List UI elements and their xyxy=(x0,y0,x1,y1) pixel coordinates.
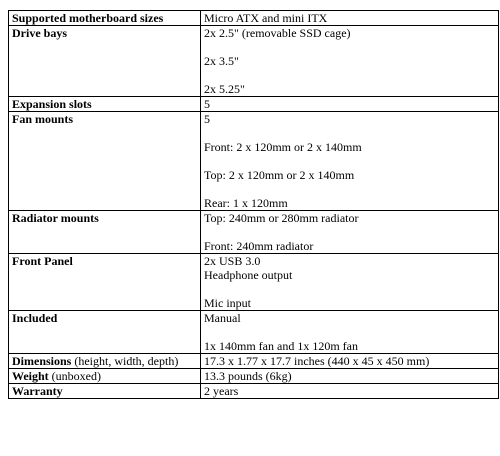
row-label-cell xyxy=(9,112,201,211)
value-line: 1x 140mm fan and 1x 120m fan xyxy=(204,339,358,353)
row-label: Dimensions xyxy=(12,354,72,368)
value-line: Micro ATX and mini ITX xyxy=(204,11,328,25)
row-label-cell xyxy=(9,311,201,354)
table-row-warranty xyxy=(9,384,499,399)
value-line: 13.3 pounds (6kg) xyxy=(204,369,292,383)
row-value-cell xyxy=(201,112,499,211)
value-line: Front: 240mm radiator xyxy=(204,239,314,253)
value-line: 2x USB 3.0 xyxy=(204,254,261,268)
table-row-expansion-slots xyxy=(9,97,499,112)
value-line: Headphone output xyxy=(204,268,293,282)
row-label: Included xyxy=(12,311,58,325)
table-row-front-panel xyxy=(9,254,499,311)
row-value-cell xyxy=(201,384,499,399)
table-row-dimensions xyxy=(9,354,499,369)
value-line: Mic input xyxy=(204,296,251,310)
value-line: 2x 3.5" xyxy=(204,54,239,68)
row-value-cell xyxy=(201,311,499,354)
value-line: 2x 5.25" xyxy=(204,82,245,96)
value-line: 17.3 x 1.77 x 17.7 inches (440 x 45 x 450 mm) xyxy=(204,354,430,368)
row-value-cell xyxy=(201,369,499,384)
value-line: 5 xyxy=(204,97,210,111)
row-label-cell xyxy=(9,26,201,97)
row-label-note: (unboxed) xyxy=(48,369,101,383)
value-line: 2 years xyxy=(204,384,239,398)
row-label-cell xyxy=(9,211,201,254)
row-label: Front Panel xyxy=(12,254,73,268)
table-row-drive-bays xyxy=(9,26,499,97)
row-value-cell xyxy=(201,97,499,112)
row-label: Expansion slots xyxy=(12,97,92,111)
spec-table xyxy=(8,10,499,399)
value-line: Rear: 1 x 120mm xyxy=(204,196,288,210)
table-row-included xyxy=(9,311,499,354)
row-label: Warranty xyxy=(12,384,63,398)
row-label: Weight xyxy=(12,369,49,383)
row-label-cell xyxy=(9,254,201,311)
row-value-cell xyxy=(201,254,499,311)
table-row-weight xyxy=(9,369,499,384)
row-value-cell xyxy=(201,211,499,254)
row-value-cell xyxy=(201,26,499,97)
row-label: Drive bays xyxy=(12,26,67,40)
value-line: 2x 2.5" (removable SSD cage) xyxy=(204,26,351,40)
value-line: 5 xyxy=(204,112,210,126)
row-value-cell xyxy=(201,354,499,369)
row-value-cell xyxy=(201,11,499,26)
value-line: Front: 2 x 120mm or 2 x 140mm xyxy=(204,140,362,154)
value-line: Top: 240mm or 280mm radiator xyxy=(204,211,359,225)
table-row-fan-mounts xyxy=(9,112,499,211)
value-line: Manual xyxy=(204,311,241,325)
value-line: Top: 2 x 120mm or 2 x 140mm xyxy=(204,168,355,182)
row-label-cell xyxy=(9,354,201,369)
row-label-cell xyxy=(9,11,201,26)
table-row-radiator-mounts xyxy=(9,211,499,254)
row-label: Fan mounts xyxy=(12,112,74,126)
row-label-note: (height, width, depth) xyxy=(71,354,179,368)
row-label: Radiator mounts xyxy=(12,211,99,225)
table-row-motherboard-sizes xyxy=(9,11,499,26)
row-label-cell xyxy=(9,369,201,384)
row-label-cell xyxy=(9,384,201,399)
row-label-cell xyxy=(9,97,201,112)
row-label: Supported motherboard sizes xyxy=(12,11,164,25)
